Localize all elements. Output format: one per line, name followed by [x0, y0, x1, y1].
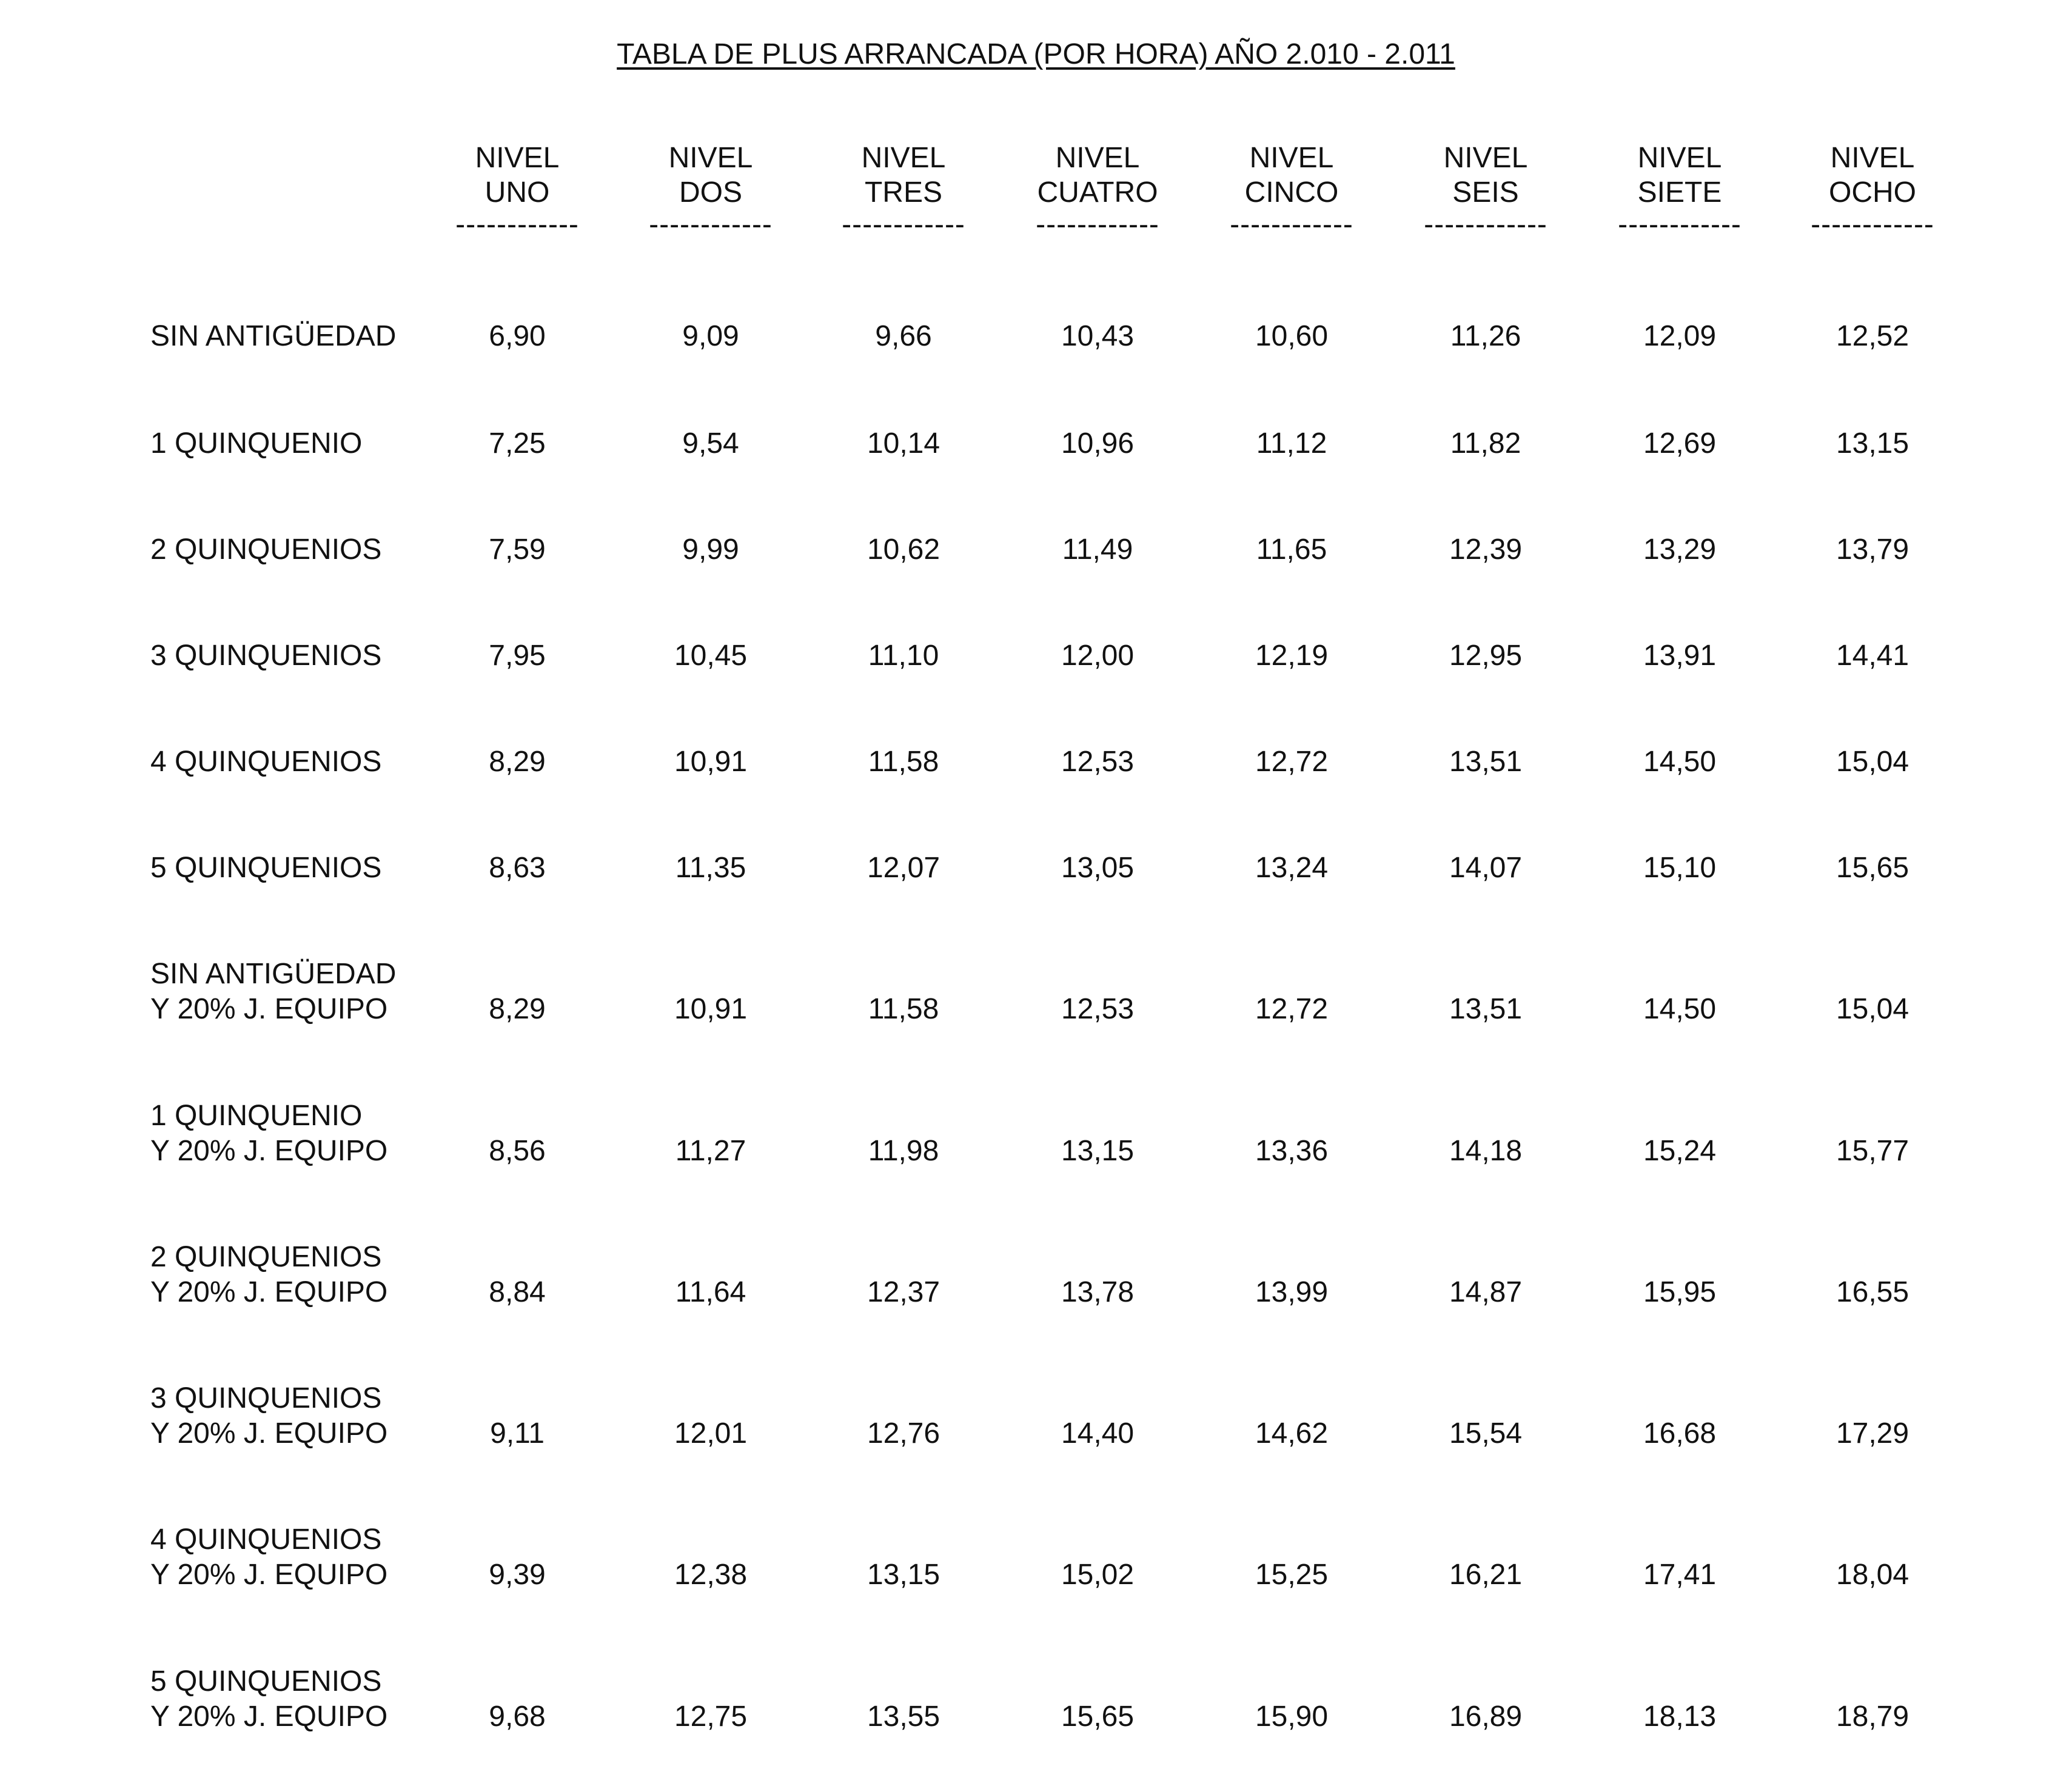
- column-header: [1775, 141, 1970, 240]
- table-cell: 8,63: [489, 852, 546, 884]
- table-cell: 11,27: [675, 1135, 746, 1167]
- row-label: [150, 1240, 387, 1310]
- table-cell: 8,56: [489, 1135, 546, 1167]
- column-header: [1583, 141, 1777, 240]
- table-cell: 12,00: [1061, 640, 1135, 672]
- table-cell: 12,75: [674, 1701, 748, 1733]
- column-header: [1001, 141, 1195, 240]
- table-cell: 16,68: [1643, 1417, 1717, 1450]
- header-rule: ------------: [1618, 209, 1742, 241]
- table-cell: 11,64: [675, 1276, 746, 1308]
- header-text: NIVEL: [1055, 142, 1140, 174]
- row-label: [150, 532, 381, 567]
- table-cell: 11,65: [1256, 533, 1327, 566]
- table-cell: 18,04: [1836, 1559, 1909, 1591]
- table-cell: 9,66: [875, 320, 932, 352]
- table-cell: 12,37: [867, 1276, 940, 1308]
- table-cell: 13,91: [1643, 640, 1717, 672]
- table-cell: 13,51: [1449, 746, 1523, 778]
- table-cell: 15,95: [1643, 1276, 1717, 1308]
- row-label: [150, 319, 396, 354]
- table-cell: 12,09: [1643, 320, 1717, 352]
- table-cell: 14,07: [1449, 852, 1523, 884]
- table-cell: 15,24: [1643, 1135, 1717, 1167]
- table-cell: 13,36: [1255, 1135, 1329, 1167]
- page-title: TABLA DE PLUS ARRANCADA (POR HORA) AÑO 2.010 - 2.011: [617, 38, 1455, 70]
- table-cell: 7,95: [489, 640, 546, 672]
- table-cell: 13,29: [1643, 533, 1717, 566]
- table-cell: 11,26: [1450, 320, 1521, 352]
- header-text: NIVEL: [1637, 142, 1722, 174]
- table-cell: 17,41: [1643, 1559, 1717, 1591]
- table-cell: 8,29: [489, 993, 546, 1025]
- table-cell: 15,65: [1836, 852, 1909, 884]
- table-cell: 9,99: [682, 533, 739, 566]
- table-cell: 15,02: [1061, 1559, 1135, 1591]
- table-cell: 15,54: [1449, 1417, 1523, 1450]
- header-rule: ------------: [649, 209, 773, 241]
- table-cell: 14,87: [1449, 1276, 1523, 1308]
- table-cell: 9,68: [489, 1701, 546, 1733]
- table-cell: 15,04: [1836, 746, 1909, 778]
- table-cell: 7,59: [489, 533, 546, 566]
- table-cell: 10,62: [867, 533, 940, 566]
- table-cell: 10,43: [1061, 320, 1135, 352]
- table-cell: 15,25: [1255, 1559, 1329, 1591]
- row-label-line: Y 20% J. EQUIPO: [150, 993, 388, 1025]
- table-cell: 11,58: [868, 993, 939, 1025]
- table-cell: 14,18: [1449, 1135, 1523, 1167]
- table-cell: 11,98: [868, 1135, 939, 1167]
- table-cell: 12,19: [1255, 640, 1329, 672]
- table-cell: 12,53: [1061, 746, 1135, 778]
- row-label-line: SIN ANTIGÜEDAD: [150, 320, 397, 352]
- header-text: TRES: [864, 176, 942, 209]
- header-text: SEIS: [1452, 176, 1519, 209]
- table-cell: 17,29: [1836, 1417, 1909, 1450]
- column-header: [1195, 141, 1389, 240]
- table-cell: 12,39: [1449, 533, 1523, 566]
- row-label-line: 3 QUINQUENIOS: [150, 640, 382, 672]
- table-cell: 14,50: [1643, 746, 1717, 778]
- row-label-line: Y 20% J. EQUIPO: [150, 1417, 388, 1450]
- row-label-line: Y 20% J. EQUIPO: [150, 1135, 388, 1167]
- table-cell: 13,79: [1836, 533, 1909, 566]
- table-cell: 11,49: [1062, 533, 1133, 566]
- table-cell: 14,62: [1255, 1417, 1329, 1450]
- row-label-line: 1 QUINQUENIO: [150, 1100, 363, 1132]
- table-cell: 10,91: [674, 746, 748, 778]
- header-text: NIVEL: [861, 142, 946, 174]
- table-cell: 16,21: [1449, 1559, 1523, 1591]
- header-text: NIVEL: [1830, 142, 1915, 174]
- header-rule: ------------: [1036, 209, 1159, 241]
- table-cell: 13,51: [1449, 993, 1523, 1025]
- table-cell: 10,45: [674, 640, 748, 672]
- table-cell: 12,69: [1643, 427, 1717, 460]
- header-rule: ------------: [842, 209, 965, 241]
- table-cell: 12,95: [1449, 640, 1523, 672]
- table-cell: 16,89: [1449, 1701, 1523, 1733]
- row-label-line: 5 QUINQUENIOS: [150, 1665, 382, 1697]
- header-text: SIETE: [1637, 176, 1722, 209]
- table-cell: 15,04: [1836, 993, 1909, 1025]
- table-cell: 10,60: [1255, 320, 1329, 352]
- header-rule: ------------: [455, 209, 579, 241]
- row-label-line: Y 20% J. EQUIPO: [150, 1559, 388, 1591]
- row-label: [150, 957, 396, 1027]
- table-cell: 12,72: [1255, 993, 1329, 1025]
- row-label-line: Y 20% J. EQUIPO: [150, 1276, 388, 1308]
- row-label: [150, 1099, 387, 1169]
- table-cell: 9,11: [490, 1417, 545, 1450]
- header-text: OCHO: [1829, 176, 1916, 209]
- table-cell: 15,90: [1255, 1701, 1329, 1733]
- table-cell: 12,53: [1061, 993, 1135, 1025]
- row-label-line: 5 QUINQUENIOS: [150, 852, 382, 884]
- column-header: [614, 141, 808, 240]
- table-cell: 12,72: [1255, 746, 1329, 778]
- row-label: [150, 744, 381, 780]
- table-cell: 7,25: [489, 427, 546, 460]
- table-cell: 9,09: [682, 320, 739, 352]
- table-cell: 12,07: [867, 852, 940, 884]
- row-label: [150, 1522, 387, 1593]
- table-cell: 16,55: [1836, 1276, 1909, 1308]
- table-cell: 15,65: [1061, 1701, 1135, 1733]
- table-cell: 9,39: [489, 1559, 546, 1591]
- column-header: [420, 141, 614, 240]
- table-cell: 10,91: [674, 993, 748, 1025]
- row-label: [150, 1381, 387, 1451]
- table-cell: 14,41: [1836, 640, 1909, 672]
- header-rule: ------------: [1230, 209, 1353, 241]
- header-text: NIVEL: [1443, 142, 1528, 174]
- table-cell: 13,05: [1061, 852, 1135, 884]
- header-text: CUATRO: [1037, 176, 1158, 209]
- table-cell: 15,10: [1643, 852, 1717, 884]
- header-text: NIVEL: [475, 142, 560, 174]
- table-cell: 12,01: [674, 1417, 748, 1450]
- header-rule: ------------: [1424, 209, 1547, 241]
- header-text: UNO: [484, 176, 550, 209]
- table-cell: 13,99: [1255, 1276, 1329, 1308]
- row-label-line: Y 20% J. EQUIPO: [150, 1701, 388, 1733]
- column-header: [806, 141, 1001, 240]
- table-cell: 13,78: [1061, 1276, 1135, 1308]
- table-cell: 18,13: [1643, 1701, 1717, 1733]
- row-label-line: 2 QUINQUENIOS: [150, 533, 382, 566]
- row-label-line: 1 QUINQUENIO: [150, 427, 363, 460]
- table-cell: 14,50: [1643, 993, 1717, 1025]
- row-label-line: 3 QUINQUENIOS: [150, 1382, 382, 1414]
- table-cell: 9,54: [682, 427, 739, 460]
- column-header: [1389, 141, 1583, 240]
- table-cell: 15,77: [1836, 1135, 1909, 1167]
- header-text: DOS: [679, 176, 742, 209]
- table-cell: 11,82: [1450, 427, 1521, 460]
- table-cell: 13,15: [867, 1559, 940, 1591]
- table-cell: 11,12: [1256, 427, 1327, 460]
- table-cell: 12,38: [674, 1559, 748, 1591]
- row-label-line: 2 QUINQUENIOS: [150, 1241, 382, 1273]
- row-label: [150, 638, 381, 674]
- row-label-line: 4 QUINQUENIOS: [150, 746, 382, 778]
- row-label-line: 4 QUINQUENIOS: [150, 1523, 382, 1556]
- table-cell: 8,84: [489, 1276, 546, 1308]
- table-cell: 13,24: [1255, 852, 1329, 884]
- header-text: NIVEL: [668, 142, 753, 174]
- table-cell: 11,58: [868, 746, 939, 778]
- table-cell: 13,15: [1836, 427, 1909, 460]
- table-cell: 10,14: [867, 427, 940, 460]
- table-cell: 13,15: [1061, 1135, 1135, 1167]
- table-cell: 13,55: [867, 1701, 940, 1733]
- table-cell: 10,96: [1061, 427, 1135, 460]
- table-cell: 11,35: [675, 852, 746, 884]
- row-label: [150, 1664, 387, 1734]
- table-cell: 11,10: [868, 640, 939, 672]
- table-cell: 6,90: [489, 320, 546, 352]
- header-text: NIVEL: [1249, 142, 1334, 174]
- table-cell: 12,76: [867, 1417, 940, 1450]
- header-text: CINCO: [1244, 176, 1339, 209]
- table-cell: 8,29: [489, 746, 546, 778]
- row-label-line: SIN ANTIGÜEDAD: [150, 958, 397, 990]
- row-label: [150, 426, 362, 461]
- table-cell: 12,52: [1836, 320, 1909, 352]
- table-cell: 14,40: [1061, 1417, 1135, 1450]
- table-cell: 18,79: [1836, 1701, 1909, 1733]
- header-rule: ------------: [1811, 209, 1934, 241]
- row-label: [150, 851, 381, 886]
